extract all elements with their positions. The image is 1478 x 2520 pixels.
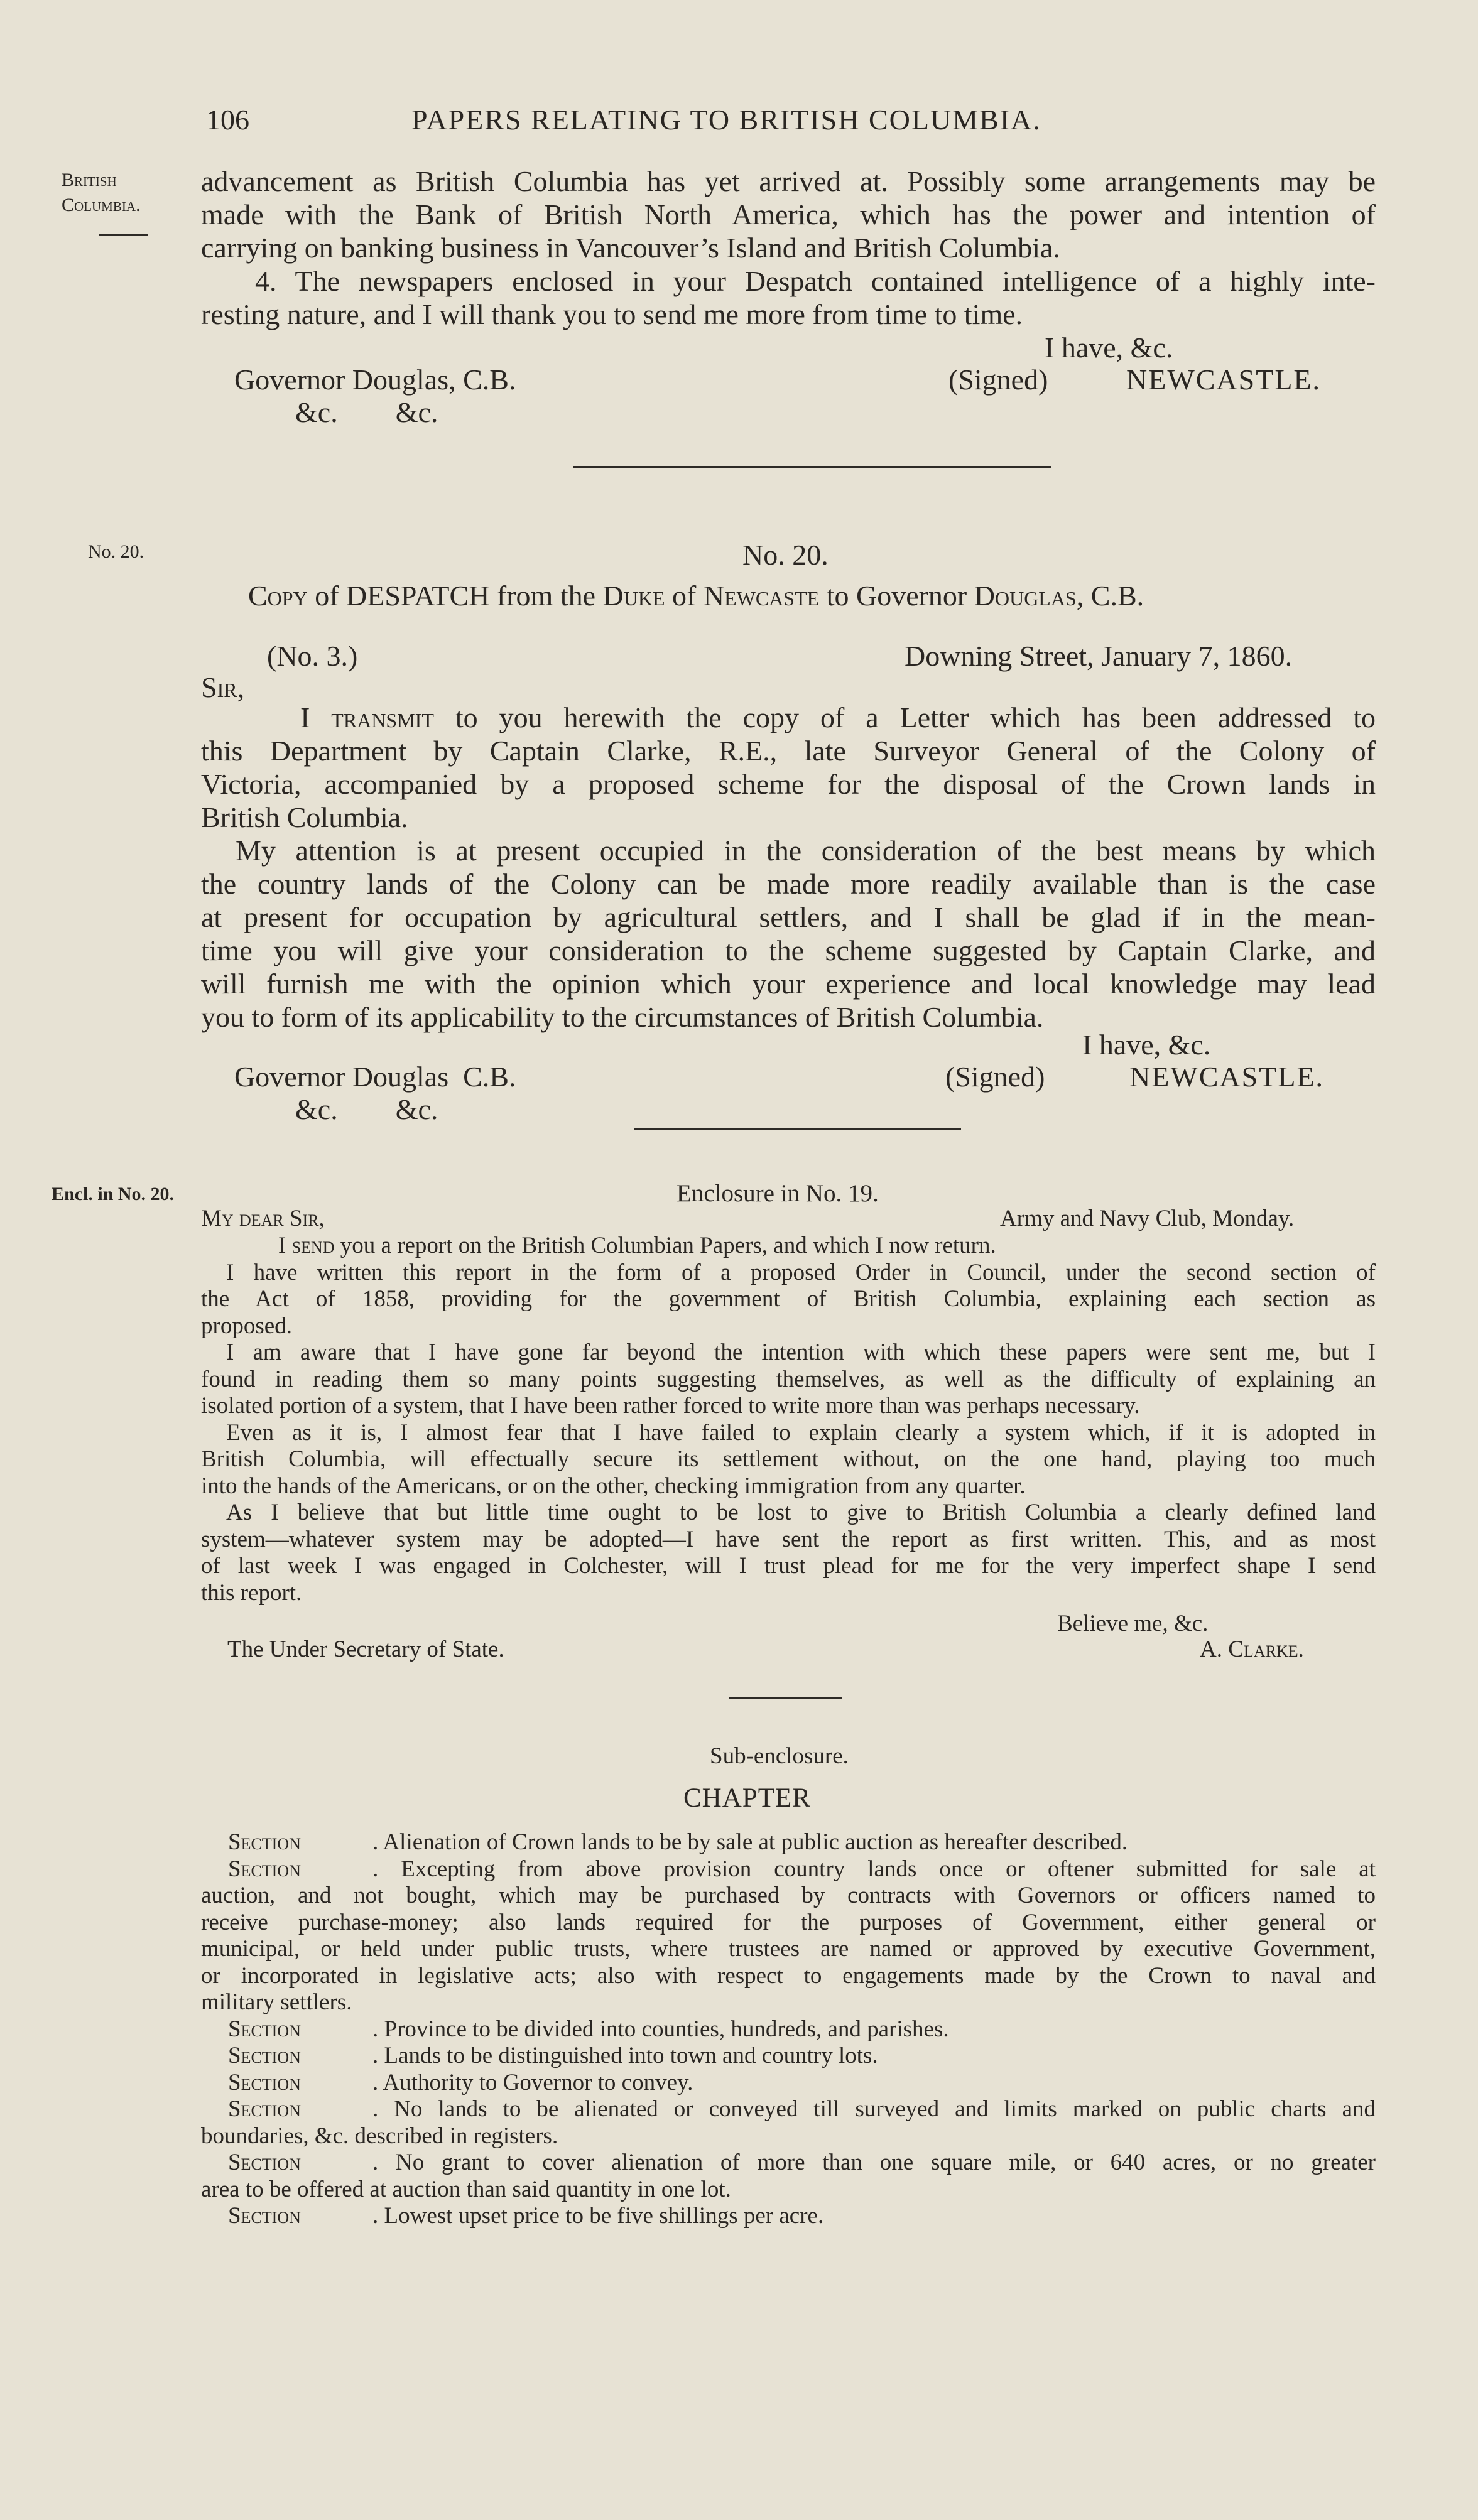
section-item: Section . No grant to cover alienation of more than one square mile, or 640 acres, or no greater xyxy=(228,2150,1376,2175)
etc-line: &c. &c. xyxy=(295,1093,438,1125)
text-line: found in reading them so many points suggesting themselves, as well as the difficulty of explaining an xyxy=(201,1366,1376,1392)
text-line: will furnish me with the opinion which your experience and local knowledge may lead xyxy=(201,968,1376,1000)
text-line: area to be offered at auction than said quantity in one lot. xyxy=(201,2176,731,2202)
margin-note-columbia: Columbia. xyxy=(62,195,141,215)
running-title: PAPERS RELATING TO BRITISH COLUMBIA. xyxy=(411,104,1041,136)
text-line: you to form of its applicability to the circumstances of British Columbia. xyxy=(201,1001,1044,1033)
despatch-ref: (No. 3.) xyxy=(267,640,358,672)
text-line: I have written this report in the form of a proposed Order in Council, under the second section of xyxy=(226,1259,1376,1285)
closing-i-have: I have, &c. xyxy=(1082,1029,1211,1061)
text-line: isolated portion of a system, that I have been rather forced to write more than was perhaps necessary. xyxy=(201,1393,1140,1419)
section-divider xyxy=(573,466,1051,468)
text-line: at present for occupation by agricultural settlers, and I shall be glad if in the mean- xyxy=(201,901,1376,933)
margin-note-enclosure: Encl. in No. 20. xyxy=(52,1184,175,1204)
text-line: of last week I was engaged in Colchester, will I trust plead for me for the very imperfect shape I send xyxy=(201,1553,1376,1579)
sub-enclosure-heading: Sub-enclosure. xyxy=(710,1743,849,1769)
addressee: Governor Douglas C.B. xyxy=(234,1061,516,1093)
enclosure-body xyxy=(201,1233,1376,1606)
section-item: Section . No lands to be alienated or conveyed till surveyed and limits marked on public charts and xyxy=(228,2096,1376,2122)
text-line: system—whatever system may be adopted—I have sent the report as first written. This, and as most xyxy=(201,1526,1376,1552)
text-line: My attention is at present occupied in the consideration of the best means by which xyxy=(236,835,1376,867)
margin-rule xyxy=(99,234,148,236)
margin-note-no20: No. 20. xyxy=(88,541,144,562)
despatch-number: No. 20. xyxy=(742,539,829,571)
text-line: I am aware that I have gone far beyond the intention with which these papers were sent me, but I xyxy=(226,1339,1376,1365)
section-divider xyxy=(634,1128,961,1130)
text-line: the country lands of the Colony can be made more readily available than is the case xyxy=(201,868,1376,900)
section-divider xyxy=(729,1697,842,1699)
page-number: 106 xyxy=(206,104,249,136)
text-line: resting nature, and I will thank you to send me more from time to time. xyxy=(201,298,1023,330)
section-item: Section . Lowest upset price to be five shillings per acre. xyxy=(228,2203,824,2229)
text-line: into the hands of the Americans, or on the other, checking immigration from any quarter. xyxy=(201,1473,1026,1499)
text-line: municipal, or held under public trusts, where trustees are named or approved by executive Government, xyxy=(201,1936,1376,1962)
text-line: I send you a report on the British Columbian Papers, and which I now return. xyxy=(278,1233,996,1258)
text-line: the Act of 1858, providing for the government of British Columbia, explaining each section as xyxy=(201,1286,1376,1312)
text-line: carrying on banking business in Vancouver’s Island and British Columbia. xyxy=(201,232,1060,264)
text-line: boundaries, &c. described in registers. xyxy=(201,2123,558,2149)
enclosure-signer: A. Clarke. xyxy=(1200,1636,1304,1662)
text-line: made with the Bank of British North America, which has the power and intention of xyxy=(201,198,1376,230)
closing-i-have: I have, &c. xyxy=(1045,332,1173,364)
enclosure-addressee: The Under Secretary of State. xyxy=(227,1636,504,1662)
text-line: receive purchase-money; also lands required for the purposes of Government, either general or xyxy=(201,1909,1376,1935)
text-line: this Department by Captain Clarke, R.E., late Surveyor General of the Colony of xyxy=(201,735,1376,767)
text-line: proposed. xyxy=(201,1312,292,1339)
margin-note-british: British xyxy=(62,170,117,190)
despatch-place-date: Downing Street, January 7, 1860. xyxy=(905,640,1293,672)
salutation: Sir, xyxy=(201,671,245,703)
enclosure-heading: Enclosure in No. 19. xyxy=(677,1180,879,1207)
section-item: Section . Alienation of Crown lands to be by sale at public auction as hereafter described. xyxy=(228,1829,1128,1855)
text-line: this report. xyxy=(201,1579,302,1606)
section-item: Section . Excepting from above provision country lands once or oftener submitted for sale at xyxy=(228,1856,1376,1882)
text-line: time you will give your consideration to the scheme suggested by Captain Clarke, and xyxy=(201,934,1376,966)
etc-line: &c. &c. xyxy=(295,396,438,428)
chapter-heading: CHAPTER xyxy=(683,1783,811,1813)
section-item: Section . Province to be divided into counties, hundreds, and parishes. xyxy=(228,2016,949,2042)
section-item: Section . Lands to be distinguished into town and country lots. xyxy=(228,2043,878,2068)
text-line: Even as it is, I almost fear that I have failed to explain clearly a system which, if it is adopted in xyxy=(226,1419,1376,1446)
enclosure-place: Army and Navy Club, Monday. xyxy=(1000,1206,1295,1231)
despatch-body xyxy=(201,701,1376,1034)
signer: NEWCASTLE. xyxy=(1129,1061,1325,1093)
text-line: As I believe that but little time ought to be lost to give to British Columbia a clearly defined land xyxy=(226,1500,1376,1525)
text-line: military settlers. xyxy=(201,1989,352,2015)
text-line: British Columbia. xyxy=(201,801,408,833)
section-item: Section . Authority to Governor to convey. xyxy=(228,2069,693,2095)
closing-believe: Believe me, &c. xyxy=(1057,1611,1209,1636)
despatch-title: Copy of DESPATCH from the Duke of Newcaste to Governor Douglas, C.B. xyxy=(248,580,1144,612)
text-line: I transmit to you herewith the copy of a Letter which has been addressed to xyxy=(300,701,1376,733)
addressee: Governor Douglas, C.B. xyxy=(234,364,516,396)
text-line: auction, and not bought, which may be purchased by contracts with Governors or officers named to xyxy=(201,1883,1376,1908)
text-line: 4. The newspapers enclosed in your Despatch contained intelligence of a highly inte- xyxy=(255,265,1376,297)
letter-continuation xyxy=(201,165,1376,331)
sections-list xyxy=(201,1829,1376,2230)
signed-label: (Signed) xyxy=(948,364,1048,396)
signed-label: (Signed) xyxy=(945,1061,1045,1093)
text-line: Victoria, accompanied by a proposed scheme for the disposal of the Crown lands in xyxy=(201,768,1376,800)
enclosure-salutation: My dear Sir, xyxy=(201,1206,325,1231)
text-line: advancement as British Columbia has yet arrived at. Possibly some arrangements may be xyxy=(201,165,1376,197)
signer: NEWCASTLE. xyxy=(1126,364,1322,396)
text-line: British Columbia, will effectually secure its settlement without, on the one hand, playing too much xyxy=(201,1446,1376,1472)
text-line: or incorporated in legislative acts; also with respect to engagements made by the Crown to naval and xyxy=(201,1962,1376,1989)
